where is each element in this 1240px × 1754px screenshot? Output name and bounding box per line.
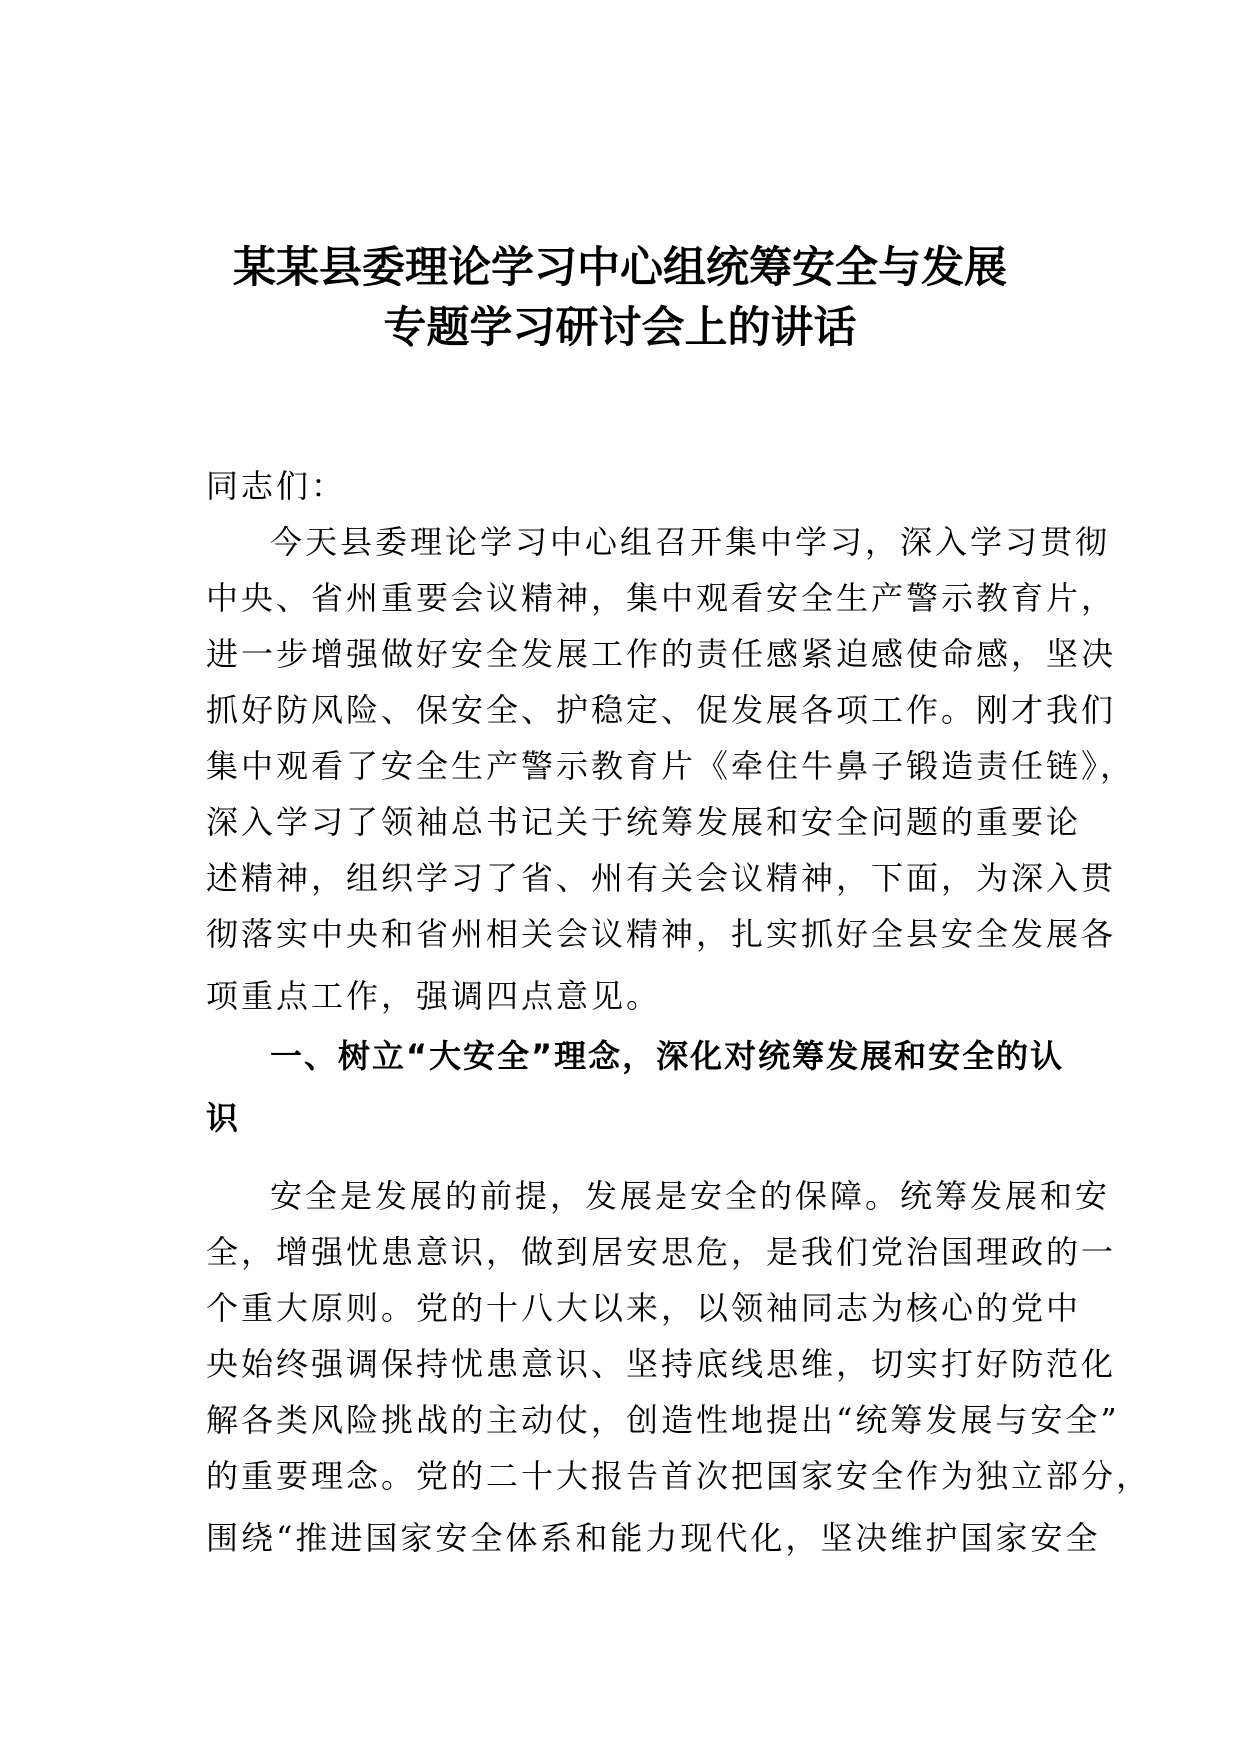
salutation: 同志们： xyxy=(206,467,347,505)
paragraph-2-line-7: 围绕“推进国家安全体系和能力现代化，坚决维护国家安全 xyxy=(206,1519,1101,1557)
paragraph-2-line-4: 央始终强调保持忧患意识、坚持底线思维，切实打好防范化 xyxy=(206,1345,1117,1383)
paragraph-1-line-5: 集中观看了安全生产警示教育片《牵住牛鼻子锻造责任链》， xyxy=(206,747,1136,785)
paragraph-2-line-2: 全，增强忧患意识，做到居安思危，是我们党治国理政的一 xyxy=(206,1233,1117,1271)
paragraph-1-line-8: 彻落实中央和省州相关会议精神，扎实抓好全县安全发展各 xyxy=(206,915,1117,953)
paragraph-2-line-6: 的重要理念。党的二十大报告首次把国家安全作为独立部分， xyxy=(206,1457,1152,1495)
paragraph-2-line-5: 解各类风险挑战的主动仗，创造性地提出“统筹发展与安全” xyxy=(206,1401,1120,1439)
paragraph-2-line-3: 个重大原则。党的十八大以来，以领袖同志为核心的党中 xyxy=(206,1289,1082,1327)
document-title xyxy=(0,238,1240,358)
paragraph-1-line-2: 中央、省州重要会议精神，集中观看安全生产警示教育片， xyxy=(206,579,1117,617)
paragraph-1-line-1: 今天县委理论学习中心组召开集中学习，深入学习贯彻 xyxy=(270,523,1111,561)
title-line-1: 某某县委理论学习中心组统筹安全与发展 xyxy=(233,243,1007,293)
paragraph-1-line-6: 深入学习了领袖总书记关于统筹发展和安全问题的重要论 xyxy=(206,803,1082,841)
section-heading-1-line-1: 一、树立“大安全”理念，深化对统筹发展和安全的认 xyxy=(270,1037,1065,1075)
paragraph-1-line-7: 述精神，组织学习了省、州有关会议精神，下面，为深入贯 xyxy=(206,859,1117,897)
title-line-2: 专题学习研讨会上的讲话 xyxy=(383,303,857,353)
paragraph-1-line-4: 抓好防风险、保安全、护稳定、促发展各项工作。刚才我们 xyxy=(206,691,1117,729)
paragraph-2-line-1: 安全是发展的前提，发展是安全的保障。统筹发展和安 xyxy=(270,1177,1111,1215)
paragraph-1-line-3: 进一步增强做好安全发展工作的责任感紧迫感使命感，坚决 xyxy=(206,635,1117,673)
section-heading-1-line-2: 识 xyxy=(206,1099,241,1137)
paragraph-1-line-9: 项重点工作，强调四点意见。 xyxy=(206,977,662,1015)
